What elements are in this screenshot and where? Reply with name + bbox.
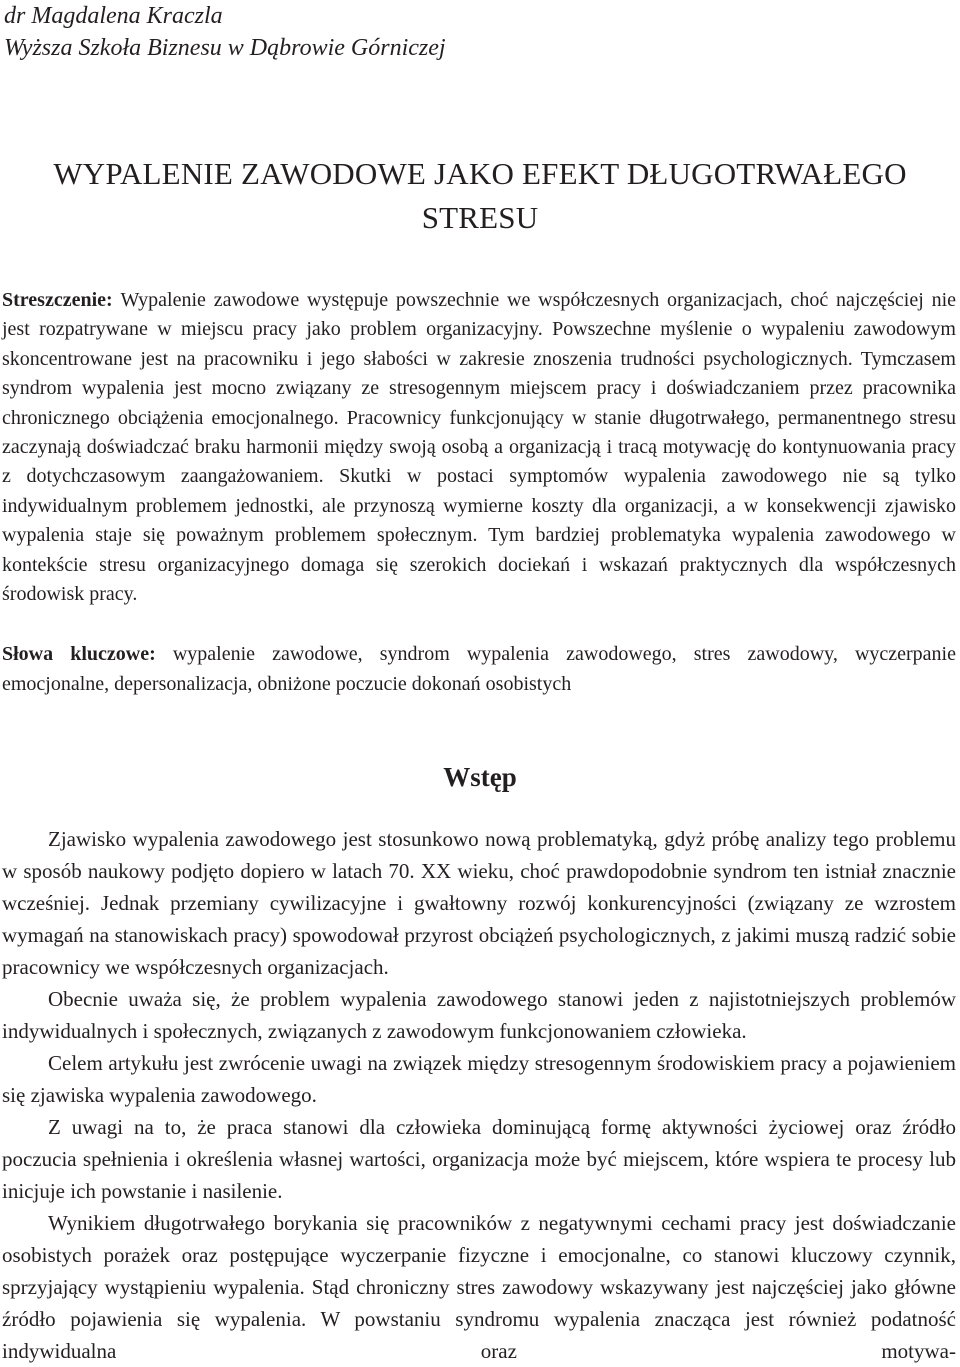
author-name: dr Magdalena Kraczla <box>4 3 223 29</box>
abstract <box>2 286 956 609</box>
body-text <box>2 823 956 1367</box>
section-heading: Wstęp <box>443 762 517 792</box>
paragraph-2: Obecnie uważa się, że problem wypalenia zawodowego stanowi jeden z najistotniejszych problemów indywidualnych i społecznych, związanych z zawodowym funkcjonowaniem człowieka. <box>2 987 956 1043</box>
article-title <box>0 152 960 240</box>
paragraph-4: Z uwagi na to, że praca stanowi dla człowieka dominującą formę aktywności życiowej oraz źródło poczucia spełnienia i określenia własnej wartości, organizacja może być miejscem, które wspiera te procesy lub inicjuje ich powstanie i nasilenie. <box>2 1115 956 1203</box>
paragraph-1: Zjawisko wypalenia zawodowego jest stosunkowo nową problematyką, gdyż próbę analizy tego problemu w sposób naukowy podjęto dopiero w latach 70. XX wieku, choć prawdopodobnie syndrom ten istniał znacznie wcześniej. Jednak przemiany cywilizacyjne i gwałtowny rozwój konkurencyjności (związany ze wzrostem wymagań na stanowiskach pracy) spowodował przyrost obciążeń psychologicznych, z jakimi muszą radzić sobie pracownicy we współczesnych organizacjach. <box>2 827 956 979</box>
abstract-label: Streszczenie: <box>2 289 121 311</box>
paragraph-5: Wynikiem długotrwałego borykania się pracowników z negatywnymi cechami pracy jest doświadczanie osobistych porażek oraz postępujące wyczerpanie fizyczne i emocjonalne, co stanowi kluczowy czynnik, sprzyjający wystąpieniu wypalenia. Stąd chroniczny stres zawodowy wskazywany jest najczęściej jako główne źródło pojawienia się wypalenia. W powstaniu syndromu wypalenia znacząca jest również podatność indywidualna oraz motywa- <box>2 1211 956 1363</box>
keywords-label: Słowa kluczowe: <box>2 643 173 665</box>
article-title-text: WYPALENIE ZAWODOWE JAKO EFEKT DŁUGOTRWAŁEGO STRESU <box>53 156 907 235</box>
author-block <box>4 0 446 64</box>
author-affiliation: Wyższa Szkoła Biznesu w Dąbrowie Górniczej <box>4 35 446 61</box>
abstract-text: Wypalenie zawodowe występuje powszechnie we współczesnych organizacjach, choć najczęściej nie jest rozpatrywane w miejscu pracy jako problem organizacyjny. Powszechne myślenie o wypaleniu zawodowym skoncentrowane jest na pracowniku i jego słabości w zakresie znoszenia trudności psychologicznych. Tymczasem syndrom wypalenia jest mocno związany ze stresogennym miejscem pracy i doświadczaniem przez pracownika chronicznego obciążenia emocjonalnego. Pracownicy funkcjonujący w stanie długotrwałego, permanentnego stresu zaczynają doświadczać braku harmonii między swoją osobą a organizacją i tracą motywację do kontynuowania pracy z dotychczasowym zaangażowaniem. Skutki w postaci symptomów wypalenia zawodowego nie są tylko indywidualnym problemem jednostki, ale przynoszą wymierne koszty dla organizacji, a w konsekwencji zjawisko wypalenia staje się poważnym problemem społecznym. Tym bardziej problematyka wypalenia zawodowego w kontekście stresu organizacyjnego domaga się szerokich dociekań i wskazań praktycznych dla współczesnych środowisk pracy. <box>2 289 957 606</box>
keywords-text: wypalenie zawodowe, syndrom wypalenia zawodowego, stres zawodowy, wyczerpanie emocjonalne, depersonalizacja, obniżone poczucie dokonań osobistych <box>2 643 956 695</box>
paragraph-3: Celem artykułu jest zwrócenie uwagi na związek między stresogennym środowiskiem pracy a pojawieniem się zjawiska wypalenia zawodowego. <box>2 1051 956 1107</box>
keywords <box>2 639 956 699</box>
